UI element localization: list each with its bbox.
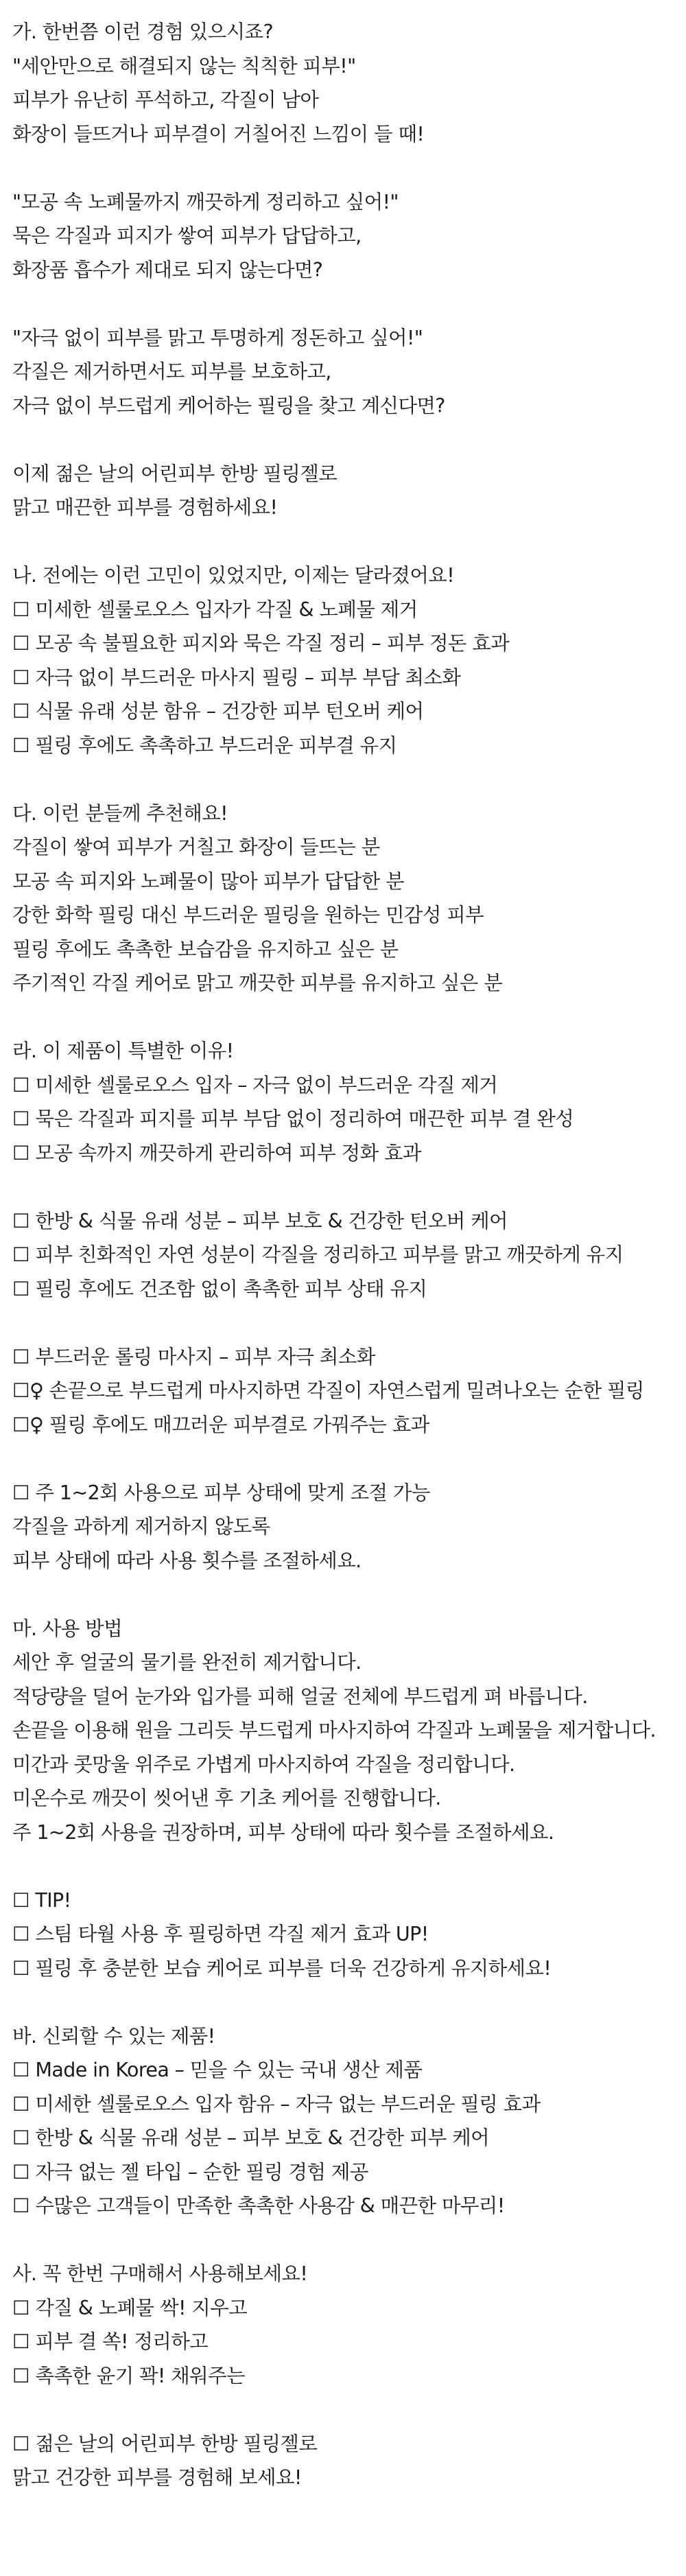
text-line: 각질이 쌓여 피부가 거칠고 화장이 들뜨는 분 [12, 836, 380, 858]
section-ma [12, 1612, 686, 1986]
checklist-item: ☐ 미세한 셀룰로오스 입자가 각질 & 노폐물 제거 [12, 598, 418, 621]
blank-line [12, 2393, 686, 2427]
text-line: 맑고 매끈한 피부를 경험하세요! [12, 496, 278, 519]
checklist-item: ☐ 각질 & 노폐물 싹! 지우고 [12, 2296, 248, 2319]
checklist-item: ☐ 모공 속 불필요한 피지와 묵은 각질 정리 – 피부 정돈 효과 [12, 632, 510, 655]
section-da [12, 797, 686, 1000]
text-line: 각질을 과하게 제거하지 않도록 [12, 1515, 270, 1538]
section-heading: 라. 이 제품이 특별한 이유! [12, 1040, 234, 1062]
tip-heading: ☐ TIP! [12, 1888, 71, 1912]
checklist-item: ☐ 촉촉한 윤기 꽉! 채워주는 [12, 2364, 245, 2387]
checklist-item: ☐ 피부 친화적인 자연 성분이 각질을 정리하고 피부를 맑고 깨끗하게 유지 [12, 1243, 624, 1266]
checklist-item: ☐ 식물 유래 성분 함유 – 건강한 피부 턴오버 케어 [12, 700, 424, 723]
section-gap [12, 525, 686, 559]
text-line: 주 1~2회 사용을 권장하며, 피부 상태에 따라 횟수를 조절하세요. [12, 1820, 554, 1844]
text-line: "모공 속 노폐물까지 깨끗하게 정리하고 싶어!" [12, 190, 399, 213]
checklist-item: ☐♀ 필링 후에도 매끄러운 피부결로 가꿔주는 효과 [12, 1413, 429, 1436]
section-gap [12, 1000, 686, 1035]
section-gap [12, 1985, 686, 2019]
checklist-item: ☐ 자극 없이 부드러운 마사지 필링 – 피부 부담 최소화 [12, 666, 461, 689]
text-line: 강한 화학 필링 대신 부드러운 필링을 원하는 민감성 피부 [12, 904, 484, 926]
text-line: 세안 후 얼굴의 물기를 완전히 제거합니다. [12, 1651, 362, 1674]
blank-line [12, 287, 686, 321]
text-line: 적당량을 덜어 눈가와 입가를 피해 얼굴 전체에 부드럽게 펴 바릅니다. [12, 1685, 588, 1708]
text-line: 필링 후에도 촉촉한 보습감을 유지하고 싶은 분 [12, 937, 399, 961]
section-ba [12, 2019, 686, 2223]
text-line: "세안만으로 해결되지 않는 칙칙한 피부!" [12, 54, 356, 78]
checklist-item: ☐ Made in Korea – 믿을 수 있는 국내 생산 제품 [12, 2059, 423, 2081]
section-gap [12, 762, 686, 797]
text-line: 피부 상태에 따라 사용 횟수를 조절하세요. [12, 1549, 362, 1572]
checklist-item: ☐ 묵은 각질과 피지를 피부 부담 없이 정리하여 매끈한 피부 결 완성 [12, 1108, 574, 1130]
checklist-item: ☐ 스팀 타월 사용 후 필링하면 각질 제거 효과 UP! [12, 1923, 429, 1945]
checklist-item: ☐ 주 1~2회 사용으로 피부 상태에 맞게 조절 가능 [12, 1481, 430, 1504]
blank-line [12, 1306, 686, 1340]
text-line: 각질은 제거하면서도 피부를 보호하고, [12, 360, 331, 383]
checklist-item: ☐♀ 손끝으로 부드럽게 마사지하면 각질이 자연스럽게 밀려나오는 순한 필링 [12, 1379, 644, 1402]
text-line: 피부가 유난히 푸석하고, 각질이 남아 [12, 89, 319, 111]
section-sa [12, 2257, 686, 2495]
checklist-item: ☐ 필링 후 충분한 보습 케어로 피부를 더욱 건강하게 유지하세요! [12, 1956, 552, 1980]
checklist-item: ☐ 자극 없는 젤 타입 – 순한 필링 경험 제공 [12, 2160, 368, 2183]
text-line: 화장이 들뜨거나 피부결이 거칠어진 느낌이 들 때! [12, 122, 425, 145]
checklist-item: ☐ 필링 후에도 촉촉하고 부드러운 피부결 유지 [12, 734, 397, 757]
section-na [12, 559, 686, 762]
section-heading: 바. 신뢰할 수 있는 제품! [12, 2024, 215, 2048]
checklist-item: ☐ 피부 결 쏙! 정리하고 [12, 2330, 209, 2353]
blank-line [12, 1170, 686, 1204]
blank-line [12, 1849, 686, 1884]
checklist-item: ☐ 미세한 셀룰로오스 입자 함유 – 자극 없는 부드러운 필링 효과 [12, 2092, 541, 2116]
text-line: 손끝을 이용해 원을 그리듯 부드럽게 마사지하여 각질과 노폐물을 제거합니다. [12, 1719, 656, 1742]
text-line: "자극 없이 피부를 맑고 투명하게 정돈하고 싶어!" [12, 326, 423, 349]
checklist-item: ☐ 한방 & 식물 유래 성분 – 피부 보호 & 건강한 턴오버 케어 [12, 1209, 508, 1232]
section-ra [12, 1034, 686, 1578]
checklist-item: ☐ 한방 & 식물 유래 성분 – 피부 보호 & 건강한 피부 케어 [12, 2127, 490, 2149]
text-line: 화장품 흡수가 제대로 되지 않는다면? [12, 258, 323, 281]
section-heading: 사. 꼭 한번 구매해서 사용해보세요! [12, 2262, 308, 2285]
blank-line [12, 423, 686, 457]
checklist-item: ☐ 미세한 셀룰로오스 입자 – 자극 없이 부드러운 각질 제거 [12, 1073, 498, 1097]
section-heading: 가. 한번쯤 이런 경험 있으시죠? [12, 21, 273, 43]
text-line: 자극 없이 부드럽게 케어하는 필링을 찾고 계신다면? [12, 394, 445, 417]
section-heading: 다. 이런 분들께 추천해요! [12, 801, 228, 825]
blank-line [12, 1442, 686, 1476]
text-line: 주기적인 각질 케어로 맑고 깨끗한 피부를 유지하고 싶은 분 [12, 972, 503, 994]
text-line: 이제 젊은 날의 어린피부 한방 필링젤로 [12, 462, 338, 485]
checklist-item: ☐ 모공 속까지 깨끗하게 관리하여 피부 정화 효과 [12, 1141, 421, 1164]
text-line: 맑고 건강한 피부를 경험해 보세요! [12, 2466, 302, 2489]
text-line: 모공 속 피지와 노폐물이 많아 피부가 답답한 분 [12, 869, 404, 893]
section-ga [12, 15, 686, 525]
checklist-item: ☐ 수많은 고객들이 만족한 촉촉한 사용감 & 매끈한 마무리! [12, 2194, 505, 2217]
section-heading: 나. 전에는 이런 고민이 있었지만, 이제는 달라졌어요! [12, 564, 455, 587]
checklist-item: ☐ 필링 후에도 건조함 없이 촉촉한 피부 상태 유지 [12, 1277, 427, 1300]
checklist-item: ☐ 부드러운 롤링 마사지 – 피부 자극 최소화 [12, 1345, 375, 1368]
blank-line [12, 151, 686, 185]
section-heading: 마. 사용 방법 [12, 1617, 123, 1640]
checklist-item: ☐ 젊은 날의 어린피부 한방 필링젤로 [12, 2432, 318, 2455]
text-line: 미온수로 깨끗이 씻어낸 후 기초 케어를 진행합니다. [12, 1787, 441, 1810]
section-gap [12, 1578, 686, 1612]
text-line: 미간과 콧망울 위주로 가볍게 마사지하여 각질을 정리합니다. [12, 1753, 515, 1776]
section-gap [12, 2223, 686, 2258]
text-line: 묵은 각질과 피지가 쌓여 피부가 답답하고, [12, 224, 362, 247]
